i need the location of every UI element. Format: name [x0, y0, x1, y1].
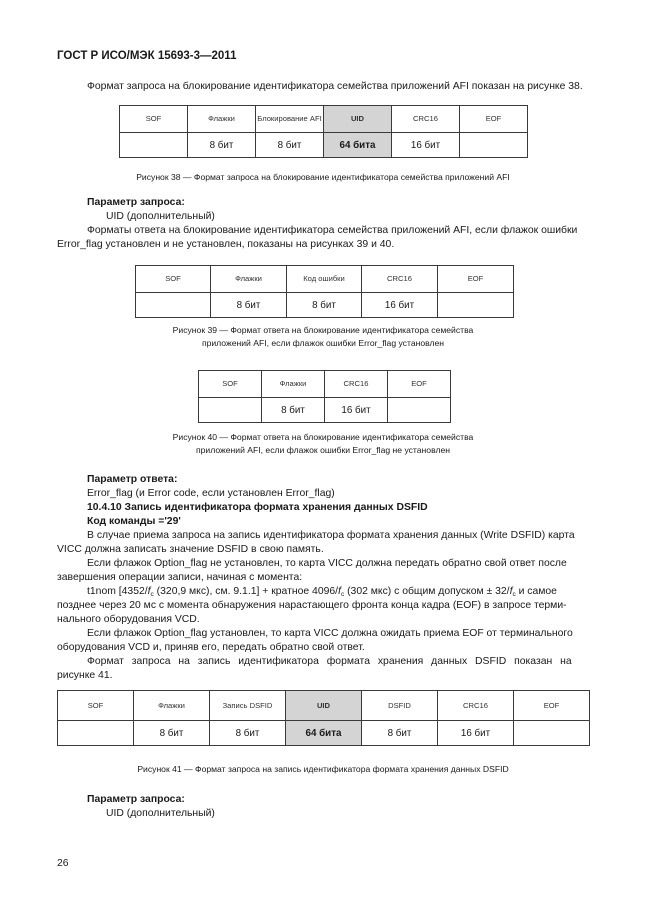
formula-part: t1nom [4352/: [87, 586, 148, 597]
header-cell: CRC16: [362, 266, 438, 293]
paragraph-line: оборудования VCD и, приняв его, передать обратно свой ответ.: [57, 642, 365, 653]
paragraph-line: Если флажок Option_flag установлен, то карта VICC должна ожидать приема EOF от терминального: [87, 628, 573, 639]
formula-symbol: f: [509, 586, 513, 597]
value-cell: 16 бит: [392, 133, 460, 158]
figure-39-caption-line: Рисунок 39 — Формат ответа на блокирование идентификатора семейства: [172, 325, 474, 335]
header-cell: EOF: [460, 106, 528, 133]
param-response-title: Параметр ответа:: [87, 474, 178, 485]
param-request-title: Параметр запроса:: [87, 197, 185, 208]
header-cell: Запись DSFID: [210, 691, 286, 721]
header-cell: CRC16: [392, 106, 460, 133]
header-cell: CRC16: [438, 691, 514, 721]
value-cell: 16 бит: [362, 293, 438, 318]
value-cell: [199, 398, 262, 423]
value-cell: 8 бит: [210, 721, 286, 746]
value-cell: 8 бит: [134, 721, 210, 746]
figure-38-caption: Рисунок 38 — Формат запроса на блокирование идентификатора семейства приложений AFI: [136, 172, 510, 182]
value-cell: [136, 293, 211, 318]
formula-part: (320,9 мкс), см. 9.1.1] + кратное 4096/: [153, 586, 339, 597]
header-cell: Флажки: [211, 266, 287, 293]
header-cell: Флажки: [262, 371, 325, 398]
param-response-value: Error_flag (и Error code, если установлен Error_flag): [87, 488, 335, 499]
formula-symbol: f: [147, 586, 151, 597]
param-request-value: UID (дополнительный): [106, 211, 215, 222]
value-cell: 8 бит: [362, 721, 438, 746]
paragraph-line: VICC должна записать значение DSFID в свою память.: [57, 544, 324, 555]
paragraph-line: Если флажок Option_flag не установлен, то карта VICC должна передать обратно свой ответ после: [87, 558, 567, 569]
value-cell: [460, 133, 528, 158]
formula-subscript: c: [340, 591, 345, 598]
intro-paragraph: Формат запроса на блокирование идентификатора семейства приложений AFI показан на рисунке 38.: [87, 81, 583, 92]
value-cell: 8 бит: [287, 293, 362, 318]
header-cell: SOF: [58, 691, 134, 721]
header-cell: Флажки: [188, 106, 256, 133]
header-cell: UID: [324, 106, 392, 133]
section-heading: 10.4.10 Запись идентификатора формата хранения данных DSFID: [87, 502, 428, 513]
figure-39-table: [135, 265, 514, 318]
paragraph-line: рисунке 41.: [57, 670, 113, 681]
value-cell: 8 бит: [188, 133, 256, 158]
paragraph-line: позднее через 20 мс с момента обнаружения нарастающего фронта конца кадра (EOF) в запросе терми-: [57, 600, 567, 611]
command-code: Код команды ='29': [87, 516, 181, 527]
figure-38-table: [119, 105, 528, 158]
value-cell: 8 бит: [262, 398, 325, 423]
paragraph-line: Формат запроса на запись идентификатора формата хранения данных DSFID показан на: [87, 656, 572, 667]
paragraph-line: В случае приема запроса на запись идентификатора формата хранения данных (Write DSFID) карта: [87, 530, 575, 541]
value-cell: 8 бит: [256, 133, 324, 158]
page-number: 26: [57, 858, 69, 869]
paragraph-line: Error_flag установлен и не установлен, показаны на рисунках 39 и 40.: [57, 239, 395, 250]
value-cell: 8 бит: [211, 293, 287, 318]
header-cell: Блокирование AFI: [256, 106, 324, 133]
value-cell: [388, 398, 451, 423]
header-cell: SOF: [120, 106, 188, 133]
figure-41-table: [57, 690, 590, 746]
formula-part: (302 мкс) с общим допуском ± 32/: [344, 586, 510, 597]
header-cell: UID: [286, 691, 362, 721]
value-cell: [120, 133, 188, 158]
header-cell: EOF: [438, 266, 514, 293]
formula-subscript: c: [150, 591, 154, 598]
value-cell: [514, 721, 590, 746]
formula-subscript: c: [512, 591, 516, 598]
document-header: ГОСТ Р ИСО/МЭК 15693-3—2011: [57, 50, 237, 62]
header-cell: SOF: [136, 266, 211, 293]
value-cell: 16 бит: [325, 398, 388, 423]
figure-41-caption: Рисунок 41 — Формат запроса на запись идентификатора формата хранения данных DSFID: [137, 764, 509, 774]
figure-40-caption-line: приложений AFI, если флажок ошибки Error_flag не установлен: [196, 445, 450, 455]
header-cell: Флажки: [134, 691, 210, 721]
param-request-title: Параметр запроса:: [87, 794, 185, 805]
header-cell: EOF: [388, 371, 451, 398]
formula-part: и самое: [515, 586, 557, 597]
figure-39-caption-line: приложений AFI, если флажок ошибки Error_flag установлен: [201, 338, 445, 348]
paragraph-line: нального оборудования VCD.: [57, 614, 200, 625]
value-cell: 64 бита: [286, 721, 362, 746]
paragraph-line: завершения операции записи, начиная с момента:: [57, 572, 303, 583]
header-cell: CRC16: [325, 371, 388, 398]
formula-symbol: f: [338, 586, 341, 597]
value-cell: 16 бит: [438, 721, 514, 746]
value-cell: [438, 293, 514, 318]
header-cell: SOF: [199, 371, 262, 398]
value-cell: [58, 721, 134, 746]
paragraph-line: Форматы ответа на блокирование идентификатора семейства приложений AFI, если флажок ошибки: [87, 225, 578, 236]
figure-40-table: [198, 370, 451, 423]
header-cell: EOF: [514, 691, 590, 721]
header-cell: DSFID: [362, 691, 438, 721]
header-cell: Код ошибки: [287, 266, 362, 293]
value-cell: 64 бита: [324, 133, 392, 158]
param-request-value: UID (дополнительный): [106, 808, 215, 819]
figure-40-caption-line: Рисунок 40 — Формат ответа на блокирование идентификатора семейства: [172, 432, 474, 442]
